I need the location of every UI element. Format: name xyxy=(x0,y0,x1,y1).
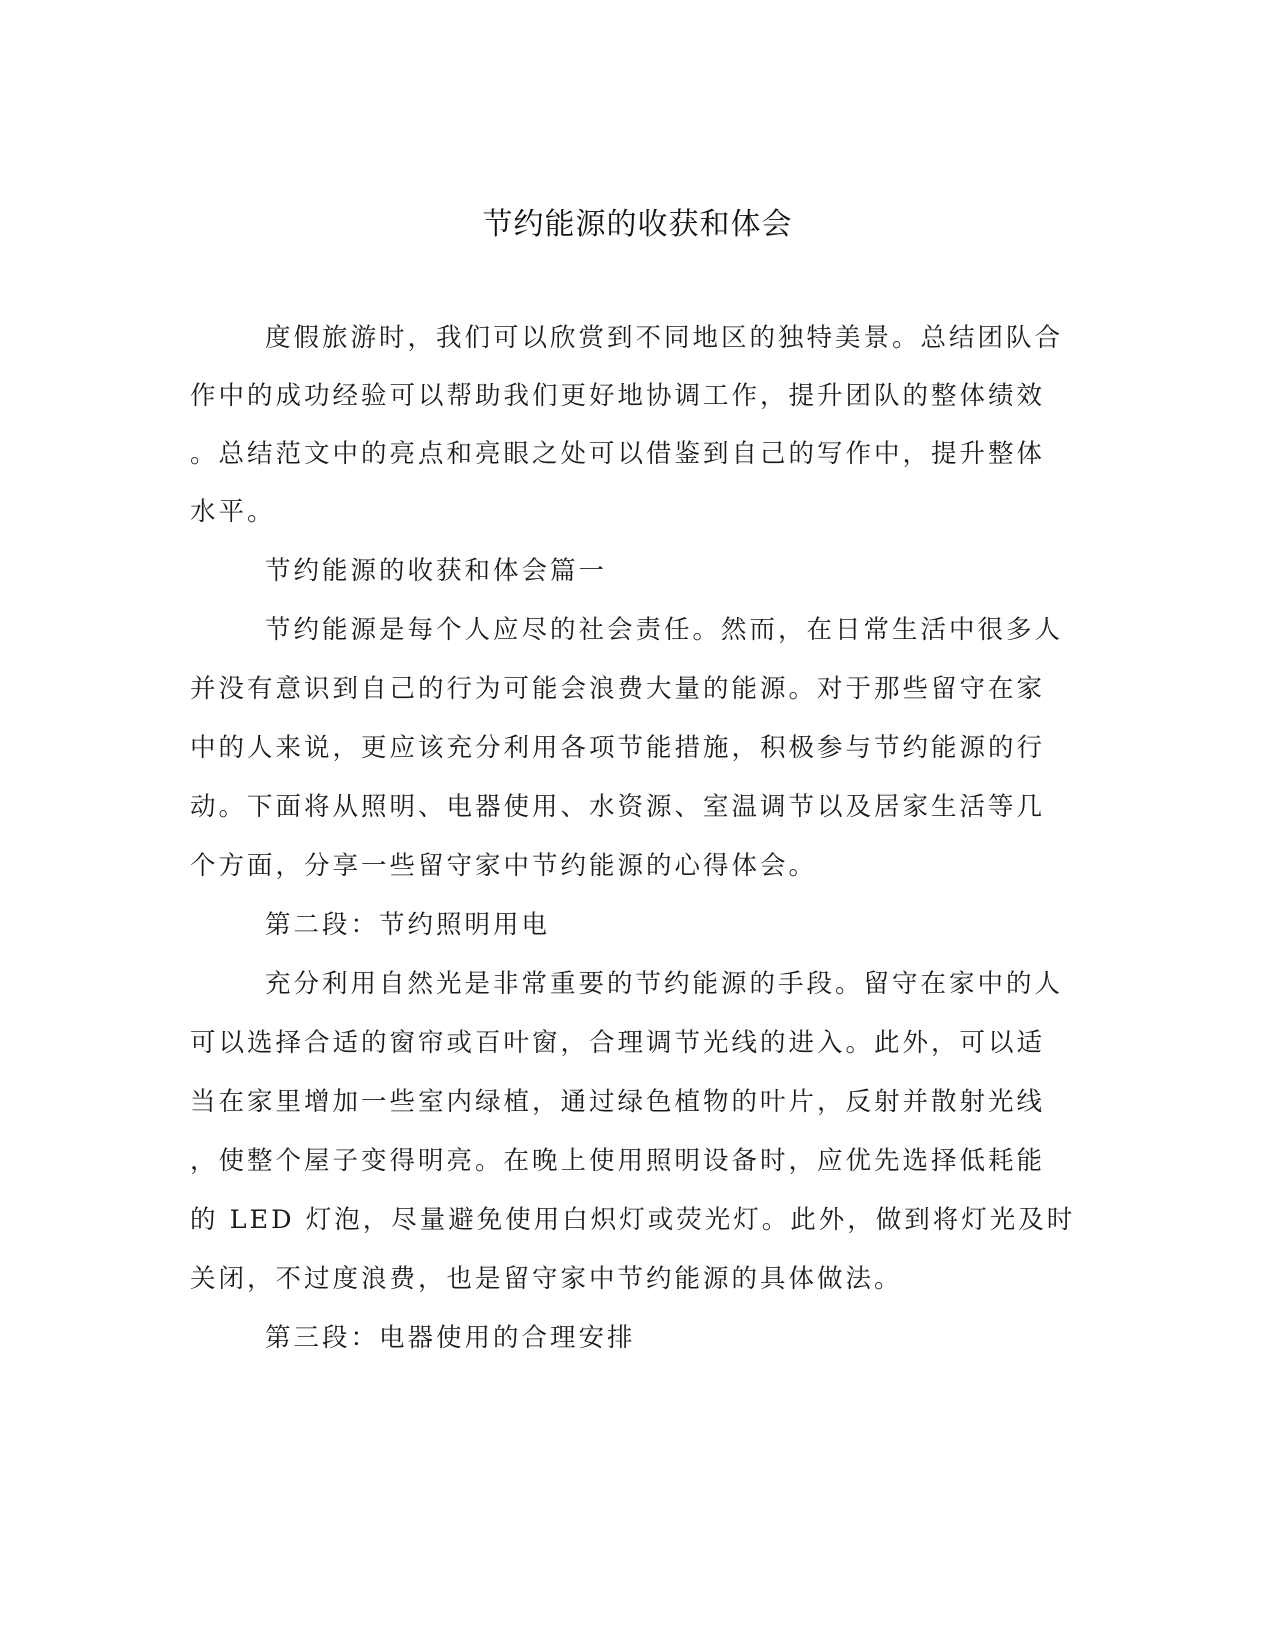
body-line: 充分利用自然光是非常重要的节约能源的手段。留守在家中的人 xyxy=(265,969,1064,999)
body-line: 动。下面将从照明、电器使用、水资源、室温调节以及居家生活等几 xyxy=(190,792,1046,822)
body-line: 水平。 xyxy=(190,497,276,527)
section-heading: 第二段：节约照明用电 xyxy=(265,910,551,940)
body-line: 度假旅游时，我们可以欣赏到不同地区的独特美景。总结团队合 xyxy=(265,323,1064,353)
section-heading: 第三段：电器使用的合理安排 xyxy=(265,1323,636,1353)
body-line: 关闭，不过度浪费，也是留守家中节约能源的具体做法。 xyxy=(190,1264,903,1294)
body-line: 并没有意识到自己的行为可能会浪费大量的能源。对于那些留守在家 xyxy=(190,674,1046,704)
body-line: ，使整个屋子变得明亮。在晚上使用照明设备时，应优先选择低耗能 xyxy=(190,1146,1046,1176)
body-line: 的 LED 灯泡，尽量避免使用白炽灯或荧光灯。此外，做到将灯光及时 xyxy=(190,1205,1076,1235)
body-line: 。总结范文中的亮点和亮眼之处可以借鉴到自己的写作中，提升整体 xyxy=(190,439,1046,469)
body-line: 作中的成功经验可以帮助我们更好地协调工作，提升团队的整体绩效 xyxy=(190,381,1046,411)
body-line: 可以选择合适的窗帘或百叶窗，合理调节光线的进入。此外，可以适 xyxy=(190,1028,1046,1058)
body-line: 节约能源是每个人应尽的社会责任。然而，在日常生活中很多人 xyxy=(265,615,1064,645)
document-title: 节约能源的收获和体会 xyxy=(482,207,793,242)
section-heading: 节约能源的收获和体会篇一 xyxy=(265,556,608,586)
body-line: 中的人来说，更应该充分利用各项节能措施，积极参与节约能源的行 xyxy=(190,733,1046,763)
body-line: 个方面，分享一些留守家中节约能源的心得体会。 xyxy=(190,851,818,881)
body-line: 当在家里增加一些室内绿植，通过绿色植物的叶片，反射并散射光线 xyxy=(190,1087,1046,1117)
